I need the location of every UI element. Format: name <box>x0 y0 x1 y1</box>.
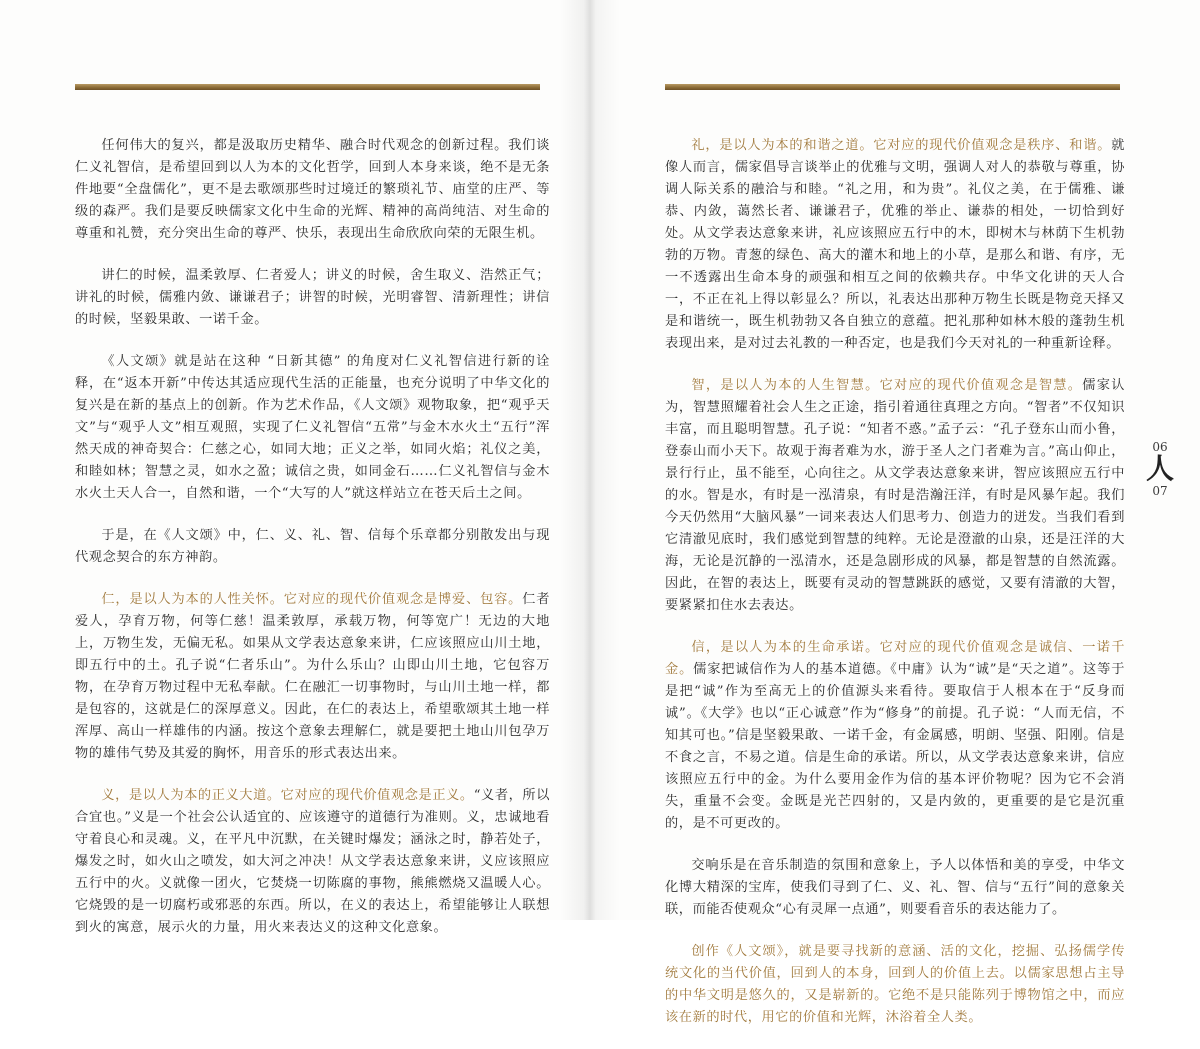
left-page <box>0 0 590 935</box>
xin-heading: 信，是以人为本的生命承诺。它对应的现代价值观念是诚信、一诺千金。 <box>665 640 1125 677</box>
paragraph-xin: 信，是以人为本的生命承诺。它对应的现代价值观念是诚信、一诺千金。儒家把诚信作为人的基本道德。《中庸》认为“诚”是“天之道”。这等于是把“诚”作为至高无上的价值源头来看待。要取信于人根本在于“反身而诚”。《大学》也以“正心诚意”作为“修身”的前提。孔子说：“人而无信，不知其可也。”信是坚毅果敢、一诺千金，有金属感，明朗、坚强、阳刚。信是不食之言，不易之道。信是生命的承诺。所以，从文学表达意象来讲，信应该照应五行中的金。为什么要用金作为信的基本评价物呢？因为它不会消失，重量不会变。金既是光芒四射的，又是内敛的，更重要的是它是沉重的，是不可更改的。 <box>665 640 1125 831</box>
li-heading: 礼，是以人为本的和谐之道。它对应的现代价值观念是秩序、和谐。 <box>691 138 1112 153</box>
page-number-right: 07 <box>1152 484 1168 498</box>
header-rule <box>75 84 540 90</box>
zhi-heading: 智，是以人为本的人生智慧。它对应的现代价值观念是智慧。 <box>691 378 1083 393</box>
paragraph-li: 礼，是以人为本的和谐之道。它对应的现代价值观念是秩序、和谐。就像人而言，儒家倡导言谈举止的优雅与文明，强调人对人的恭敬与尊重，协调人际关系的融洽与和睦。“礼之用，和为贵”。礼仪之美，在于儒雅、谦恭、内敛，蔼然长者、谦谦君子，优雅的举止、谦恭的相处，一切恰到好处。从文学表达意象来讲，礼应该照应五行中的木，即树木与林荫下生机勃勃的万物。青葱的绿色、高大的灌木和地上的小草，是那么和谐、有序，无一不透露出生命本身的顽强和相互之间的依赖共存。中华文化讲的天人合一，不正在礼上得以彰显么？所以，礼表达出那种万物生长既是物竞天择又是和谐统一，既生机勃勃又各自独立的意蕴。把礼那种如林木般的蓬勃生机表现出来，是对过去礼教的一种否定，也是我们今天对礼的一种重新诠释。 <box>665 138 1125 351</box>
paragraph-ren: 仁，是以人为本的人性关怀。它对应的现代价值观念是博爱、包容。仁者爱人，孕育万物，何等仁慈！温柔敦厚，承载万物，何等宽广！无边的大地上，万物生发，无偏无私。如果从文学表达意象来讲，仁应该照应山川土地，即五行中的土。孔子说“仁者乐山”。为什么乐山？山即山川土地，它包容万物，在孕育万物过程中无私奉献。仁在融汇一切事物时，与山川土地一样，都是包容的，这就是仁的深厚意义。因此，在仁的表达上，希望歌颂其土地一样浑厚、高山一样雄伟的内涵。按这个意象去理解仁，就是要把土地山川包孕万物的雄伟气势及其爱的胸怀，用音乐的形式表达出来。 <box>75 592 551 761</box>
paragraph: 交响乐是在音乐制造的氛围和意象上，予人以体悟和美的享受，中华文化博大精深的宝库，使我们寻到了仁、义、礼、智、信与“五行”间的意象关联，而能否使观众“心有灵犀一点通”，则要看音乐的表达能力了。 <box>665 858 1125 917</box>
paragraph: 于是，在《人文颂》中，仁、义、礼、智、信每个乐章都分别散发出与现代观念契合的东方神韵。 <box>75 528 550 565</box>
ren-character-logo: 人 <box>1145 452 1174 485</box>
paragraph: 任何伟大的复兴，都是汲取历史精华、融合时代观念的创新过程。我们谈仁义礼智信，是希望回到以人为本的文化哲学，回到人本身来谈，绝不是无条件地要“全盘儒化”，更不是去歌颂那些时过境迁的繁琐礼节、庙堂的庄严、等级的森严。我们是要反映儒家文化中生命的光辉、精神的高尚纯洁、对生命的尊重和礼赞，充分突出生命的尊严、快乐，表现出生命欣欣向荣的无限生机。 <box>75 138 550 241</box>
paragraph-zhi: 智，是以人为本的人生智慧。它对应的现代价值观念是智慧。儒家认为，智慧照耀着社会人生之正途，指引着通往真理之方向。“智者”不仅知识丰富，而且聪明智慧。孔子说：“知者不惑。”孟子云：“孔子登东山而小鲁，登泰山而小天下。故观于海者难为水，游于圣人之门者难为言。”高山仰止，景行行止，虽不能至，心向往之。从文学表达意象来讲，智应该照应五行中的水。智是水，有时是一泓清泉，有时是浩瀚汪洋，有时是风暴乍起。我们今天仍然用“大脑风暴”一词来表达人们思考力、创造力的迸发。当我们看到它清澈见底时，我们感觉到智慧的纯粹。无论是澄澈的山泉，还是汪洋的大海，无论是沉静的一泓清水，还是急剧形成的风暴，都是智慧的自然流露。因此，在智的表达上，既要有灵动的智慧跳跃的感觉，又要有清澈的大智，要紧紧扣住水去表达。 <box>665 378 1125 613</box>
closing-paragraph: 创作《人文颂》，就是要寻找新的意涵、活的文化，挖掘、弘扬儒学传统文化的当代价值，回到人的本身，回到人的价值上去。以儒家思想占主导的中华文明是悠久的，又是崭新的。它绝不是只能陈列于博物馆之中，而应该在新的时代，用它的价值和光辉，沐浴着全人类。 <box>665 944 1125 1025</box>
ren-heading: 仁，是以人为本的人性关怀。它对应的现代价值观念是博爱、包容。 <box>101 592 523 607</box>
left-page-content <box>75 135 550 959</box>
book-gutter-shadow <box>560 0 620 920</box>
header-rule <box>665 84 1120 90</box>
paragraph: 《人文颂》就是站在这种 “日新其德” 的角度对仁义礼智信进行新的诠释，在“返本开新”中传达其适应现代生活的正能量，也充分说明了中华文化的复兴是在新的基点上的创新。作为艺术作品，《人文颂》观物取象，把“观乎天文”与“观乎人文”相互观照，实现了仁义礼智信“五常”与金木水火土“五行”浑然天成的神奇契合：仁慈之心，如同大地；正义之举，如同火焰；礼仪之美，和睦如林；智慧之灵，如水之盈；诚信之贵，如同金石……仁义礼智信与金木水火土天人合一，自然和谐，一个“大写的人”就这样站立在苍天后土之间。 <box>75 354 550 501</box>
paragraph: 讲仁的时候，温柔敦厚、仁者爱人；讲义的时候，舍生取义、浩然正气；讲礼的时候，儒雅内敛、谦谦君子；讲智的时候，光明睿智、清新理性；讲信的时候，坚毅果敢、一诺千金。 <box>75 268 550 327</box>
paragraph-yi: 义，是以人为本的正义大道。它对应的现代价值观念是正义。“义者，所以合宜也。”义是一个社会公认适宜的、应该遵守的道德行为准则。义，忠诚地看守着良心和灵魂。义，在平凡中沉默，在关键时爆发；涵泳之时，静若处子，爆发之时，如火山之喷发，如大河之冲决！从文学表达意象来讲，义应该照应五行中的火。义就像一团火，它焚烧一切陈腐的事物，熊熊燃烧又温暖人心。它烧毁的是一切腐朽或邪恶的东西。所以，在义的表达上，希望能够让人联想到火的寓意，展示火的力量，用火来表达义的这种文化意象。 <box>75 788 550 935</box>
yi-heading: 义，是以人为本的正义大道。它对应的现代价值观念是正义。 <box>101 788 474 803</box>
page-number-left: 06 <box>1152 440 1168 454</box>
right-page-content <box>665 135 1125 1049</box>
right-page <box>590 0 1200 1025</box>
page-numbers <box>1140 440 1180 498</box>
